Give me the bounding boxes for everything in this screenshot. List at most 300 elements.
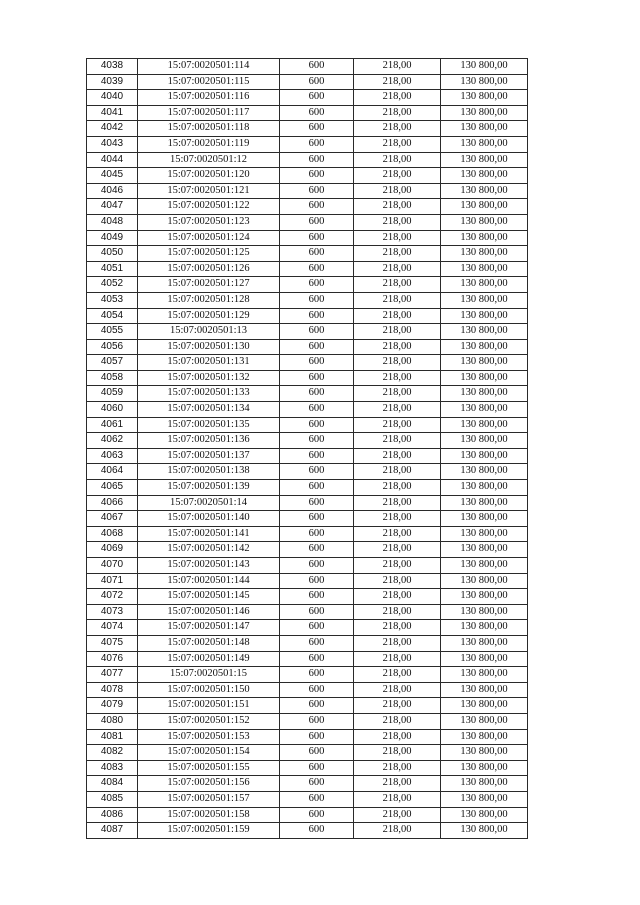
cadastral-number-cell: 15:07:0020501:129 [138,308,280,324]
row-number-cell: 4076 [87,651,138,667]
table-row [87,277,528,293]
value-cell: 130 800,00 [441,417,528,433]
area-cell: 600 [280,308,354,324]
rate-cell: 218,00 [354,604,441,620]
area-cell: 600 [280,246,354,262]
area-cell: 600 [280,729,354,745]
row-number-cell: 4057 [87,355,138,371]
row-number-cell: 4064 [87,464,138,480]
rate-cell: 218,00 [354,589,441,605]
table-row [87,261,528,277]
cadastral-number-cell: 15:07:0020501:158 [138,807,280,823]
table-row [87,308,528,324]
table-row [87,511,528,527]
table-row [87,620,528,636]
value-cell: 130 800,00 [441,90,528,106]
table-row [87,292,528,308]
value-cell: 130 800,00 [441,230,528,246]
rate-cell: 218,00 [354,292,441,308]
area-cell: 600 [280,558,354,574]
cadastral-number-cell: 15:07:0020501:144 [138,573,280,589]
cadastral-number-cell: 15:07:0020501:120 [138,168,280,184]
rate-cell: 218,00 [354,214,441,230]
area-cell: 600 [280,464,354,480]
table-row [87,74,528,90]
area-cell: 600 [280,526,354,542]
table-row [87,495,528,511]
value-cell: 130 800,00 [441,791,528,807]
area-cell: 600 [280,370,354,386]
row-number-cell: 4045 [87,168,138,184]
value-cell: 130 800,00 [441,620,528,636]
rate-cell: 218,00 [354,417,441,433]
value-cell: 130 800,00 [441,355,528,371]
rate-cell: 218,00 [354,277,441,293]
table-row [87,59,528,75]
rate-cell: 218,00 [354,480,441,496]
rate-cell: 218,00 [354,448,441,464]
value-cell: 130 800,00 [441,495,528,511]
rate-cell: 218,00 [354,667,441,683]
row-number-cell: 4073 [87,604,138,620]
cadastral-number-cell: 15:07:0020501:143 [138,558,280,574]
rate-cell: 218,00 [354,558,441,574]
value-cell: 130 800,00 [441,558,528,574]
row-number-cell: 4055 [87,324,138,340]
area-cell: 600 [280,90,354,106]
value-cell: 130 800,00 [441,183,528,199]
area-cell: 600 [280,105,354,121]
cadastral-number-cell: 15:07:0020501:142 [138,542,280,558]
rate-cell: 218,00 [354,635,441,651]
rate-cell: 218,00 [354,729,441,745]
value-cell: 130 800,00 [441,324,528,340]
value-cell: 130 800,00 [441,386,528,402]
area-cell: 600 [280,136,354,152]
rate-cell: 218,00 [354,511,441,527]
rate-cell: 218,00 [354,807,441,823]
table-row [87,667,528,683]
value-cell: 130 800,00 [441,511,528,527]
value-cell: 130 800,00 [441,292,528,308]
row-number-cell: 4049 [87,230,138,246]
area-cell: 600 [280,589,354,605]
table-row [87,324,528,340]
cadastral-number-cell: 15:07:0020501:119 [138,136,280,152]
row-number-cell: 4075 [87,635,138,651]
value-cell: 130 800,00 [441,807,528,823]
cadastral-number-cell: 15:07:0020501:149 [138,651,280,667]
table-row [87,791,528,807]
area-cell: 600 [280,542,354,558]
area-cell: 600 [280,292,354,308]
rate-cell: 218,00 [354,713,441,729]
value-cell: 130 800,00 [441,277,528,293]
cadastral-number-cell: 15:07:0020501:138 [138,464,280,480]
area-cell: 600 [280,635,354,651]
row-number-cell: 4050 [87,246,138,262]
row-number-cell: 4077 [87,667,138,683]
table-row [87,230,528,246]
value-cell: 130 800,00 [441,542,528,558]
row-number-cell: 4039 [87,74,138,90]
value-cell: 130 800,00 [441,448,528,464]
row-number-cell: 4041 [87,105,138,121]
row-number-cell: 4079 [87,698,138,714]
rate-cell: 218,00 [354,402,441,418]
table-row [87,168,528,184]
cadastral-number-cell: 15:07:0020501:114 [138,59,280,75]
row-number-cell: 4046 [87,183,138,199]
cadastral-number-cell: 15:07:0020501:135 [138,417,280,433]
area-cell: 600 [280,121,354,137]
value-cell: 130 800,00 [441,776,528,792]
rate-cell: 218,00 [354,324,441,340]
table-row [87,136,528,152]
value-cell: 130 800,00 [441,667,528,683]
area-cell: 600 [280,495,354,511]
cadastral-number-cell: 15:07:0020501:133 [138,386,280,402]
area-cell: 600 [280,651,354,667]
table-row [87,823,528,839]
rate-cell: 218,00 [354,59,441,75]
table-row [87,526,528,542]
rate-cell: 218,00 [354,745,441,761]
value-cell: 130 800,00 [441,59,528,75]
table-row [87,807,528,823]
area-cell: 600 [280,713,354,729]
table-row [87,682,528,698]
cadastral-number-cell: 15:07:0020501:159 [138,823,280,839]
value-cell: 130 800,00 [441,339,528,355]
cadastral-number-cell: 15:07:0020501:15 [138,667,280,683]
table-row [87,760,528,776]
cadastral-number-cell: 15:07:0020501:157 [138,791,280,807]
area-cell: 600 [280,214,354,230]
rate-cell: 218,00 [354,791,441,807]
area-cell: 600 [280,277,354,293]
row-number-cell: 4066 [87,495,138,511]
value-cell: 130 800,00 [441,152,528,168]
table-row [87,183,528,199]
table-body [87,59,528,839]
row-number-cell: 4053 [87,292,138,308]
rate-cell: 218,00 [354,121,441,137]
value-cell: 130 800,00 [441,168,528,184]
row-number-cell: 4061 [87,417,138,433]
row-number-cell: 4086 [87,807,138,823]
cadastral-number-cell: 15:07:0020501:147 [138,620,280,636]
area-cell: 600 [280,324,354,340]
cadastral-number-cell: 15:07:0020501:117 [138,105,280,121]
row-number-cell: 4082 [87,745,138,761]
value-cell: 130 800,00 [441,682,528,698]
rate-cell: 218,00 [354,90,441,106]
rate-cell: 218,00 [354,620,441,636]
cadastral-number-cell: 15:07:0020501:151 [138,698,280,714]
row-number-cell: 4087 [87,823,138,839]
area-cell: 600 [280,760,354,776]
row-number-cell: 4059 [87,386,138,402]
cadastral-number-cell: 15:07:0020501:127 [138,277,280,293]
value-cell: 130 800,00 [441,698,528,714]
row-number-cell: 4042 [87,121,138,137]
area-cell: 600 [280,230,354,246]
value-cell: 130 800,00 [441,745,528,761]
cadastral-number-cell: 15:07:0020501:14 [138,495,280,511]
row-number-cell: 4062 [87,433,138,449]
table-row [87,635,528,651]
cadastral-number-cell: 15:07:0020501:13 [138,324,280,340]
rate-cell: 218,00 [354,230,441,246]
row-number-cell: 4054 [87,308,138,324]
row-number-cell: 4051 [87,261,138,277]
row-number-cell: 4069 [87,542,138,558]
area-cell: 600 [280,74,354,90]
cadastral-number-cell: 15:07:0020501:124 [138,230,280,246]
table-row [87,480,528,496]
table-row [87,589,528,605]
cadastral-number-cell: 15:07:0020501:152 [138,713,280,729]
table-row [87,573,528,589]
row-number-cell: 4078 [87,682,138,698]
rate-cell: 218,00 [354,573,441,589]
value-cell: 130 800,00 [441,729,528,745]
area-cell: 600 [280,386,354,402]
cadastral-number-cell: 15:07:0020501:148 [138,635,280,651]
rate-cell: 218,00 [354,183,441,199]
area-cell: 600 [280,682,354,698]
cadastral-number-cell: 15:07:0020501:145 [138,589,280,605]
rate-cell: 218,00 [354,526,441,542]
value-cell: 130 800,00 [441,308,528,324]
table-row [87,464,528,480]
value-cell: 130 800,00 [441,760,528,776]
table-row [87,433,528,449]
cadastral-number-cell: 15:07:0020501:130 [138,339,280,355]
table-row [87,339,528,355]
table-row [87,105,528,121]
cadastral-number-cell: 15:07:0020501:146 [138,604,280,620]
rate-cell: 218,00 [354,261,441,277]
cadastral-number-cell: 15:07:0020501:141 [138,526,280,542]
cadastral-number-cell: 15:07:0020501:155 [138,760,280,776]
rate-cell: 218,00 [354,339,441,355]
rate-cell: 218,00 [354,651,441,667]
cadastral-number-cell: 15:07:0020501:139 [138,480,280,496]
rate-cell: 218,00 [354,246,441,262]
table-row [87,558,528,574]
value-cell: 130 800,00 [441,480,528,496]
area-cell: 600 [280,745,354,761]
cadastral-number-cell: 15:07:0020501:154 [138,745,280,761]
area-cell: 600 [280,667,354,683]
row-number-cell: 4084 [87,776,138,792]
row-number-cell: 4056 [87,339,138,355]
table-row [87,542,528,558]
value-cell: 130 800,00 [441,526,528,542]
table-row [87,355,528,371]
row-number-cell: 4068 [87,526,138,542]
value-cell: 130 800,00 [441,105,528,121]
rate-cell: 218,00 [354,776,441,792]
row-number-cell: 4070 [87,558,138,574]
value-cell: 130 800,00 [441,370,528,386]
rate-cell: 218,00 [354,433,441,449]
cadastral-number-cell: 15:07:0020501:140 [138,511,280,527]
row-number-cell: 4072 [87,589,138,605]
rate-cell: 218,00 [354,355,441,371]
value-cell: 130 800,00 [441,136,528,152]
rate-cell: 218,00 [354,542,441,558]
rate-cell: 218,00 [354,823,441,839]
value-cell: 130 800,00 [441,214,528,230]
value-cell: 130 800,00 [441,573,528,589]
cadastral-number-cell: 15:07:0020501:156 [138,776,280,792]
row-number-cell: 4043 [87,136,138,152]
rate-cell: 218,00 [354,74,441,90]
cadastral-number-cell: 15:07:0020501:134 [138,402,280,418]
area-cell: 600 [280,698,354,714]
value-cell: 130 800,00 [441,261,528,277]
table-row [87,776,528,792]
area-cell: 600 [280,261,354,277]
cadastral-number-cell: 15:07:0020501:115 [138,74,280,90]
rate-cell: 218,00 [354,698,441,714]
cadastral-number-cell: 15:07:0020501:137 [138,448,280,464]
cadastral-number-cell: 15:07:0020501:150 [138,682,280,698]
table-row [87,370,528,386]
area-cell: 600 [280,448,354,464]
rate-cell: 218,00 [354,199,441,215]
value-cell: 130 800,00 [441,635,528,651]
area-cell: 600 [280,59,354,75]
value-cell: 130 800,00 [441,433,528,449]
cadastral-number-cell: 15:07:0020501:12 [138,152,280,168]
cadastral-number-cell: 15:07:0020501:122 [138,199,280,215]
rate-cell: 218,00 [354,386,441,402]
value-cell: 130 800,00 [441,604,528,620]
row-number-cell: 4065 [87,480,138,496]
cadastral-table [86,58,528,839]
cadastral-number-cell: 15:07:0020501:123 [138,214,280,230]
table-row [87,90,528,106]
rate-cell: 218,00 [354,136,441,152]
row-number-cell: 4040 [87,90,138,106]
area-cell: 600 [280,776,354,792]
cadastral-number-cell: 15:07:0020501:125 [138,246,280,262]
rate-cell: 218,00 [354,308,441,324]
row-number-cell: 4047 [87,199,138,215]
rate-cell: 218,00 [354,682,441,698]
row-number-cell: 4052 [87,277,138,293]
value-cell: 130 800,00 [441,713,528,729]
area-cell: 600 [280,807,354,823]
area-cell: 600 [280,823,354,839]
table-row [87,713,528,729]
rate-cell: 218,00 [354,760,441,776]
cadastral-number-cell: 15:07:0020501:126 [138,261,280,277]
cadastral-number-cell: 15:07:0020501:128 [138,292,280,308]
cadastral-number-cell: 15:07:0020501:116 [138,90,280,106]
row-number-cell: 4067 [87,511,138,527]
value-cell: 130 800,00 [441,651,528,667]
table-row [87,152,528,168]
table-row [87,402,528,418]
row-number-cell: 4060 [87,402,138,418]
area-cell: 600 [280,168,354,184]
table-row [87,698,528,714]
row-number-cell: 4063 [87,448,138,464]
area-cell: 600 [280,791,354,807]
cadastral-number-cell: 15:07:0020501:153 [138,729,280,745]
table-row [87,246,528,262]
area-cell: 600 [280,604,354,620]
table-row [87,121,528,137]
row-number-cell: 4081 [87,729,138,745]
table-row [87,651,528,667]
row-number-cell: 4048 [87,214,138,230]
table-row [87,745,528,761]
value-cell: 130 800,00 [441,402,528,418]
value-cell: 130 800,00 [441,74,528,90]
row-number-cell: 4038 [87,59,138,75]
area-cell: 600 [280,199,354,215]
rate-cell: 218,00 [354,168,441,184]
area-cell: 600 [280,573,354,589]
table-row [87,604,528,620]
row-number-cell: 4071 [87,573,138,589]
area-cell: 600 [280,620,354,636]
cadastral-number-cell: 15:07:0020501:131 [138,355,280,371]
area-cell: 600 [280,355,354,371]
area-cell: 600 [280,183,354,199]
row-number-cell: 4074 [87,620,138,636]
value-cell: 130 800,00 [441,121,528,137]
value-cell: 130 800,00 [441,246,528,262]
value-cell: 130 800,00 [441,199,528,215]
area-cell: 600 [280,433,354,449]
value-cell: 130 800,00 [441,464,528,480]
rate-cell: 218,00 [354,370,441,386]
row-number-cell: 4085 [87,791,138,807]
cadastral-number-cell: 15:07:0020501:118 [138,121,280,137]
value-cell: 130 800,00 [441,589,528,605]
table-row [87,729,528,745]
rate-cell: 218,00 [354,495,441,511]
area-cell: 600 [280,417,354,433]
cadastral-number-cell: 15:07:0020501:136 [138,433,280,449]
area-cell: 600 [280,152,354,168]
row-number-cell: 4058 [87,370,138,386]
area-cell: 600 [280,511,354,527]
row-number-cell: 4080 [87,713,138,729]
row-number-cell: 4044 [87,152,138,168]
table-row [87,417,528,433]
cadastral-number-cell: 15:07:0020501:121 [138,183,280,199]
area-cell: 600 [280,480,354,496]
table-row [87,448,528,464]
area-cell: 600 [280,339,354,355]
value-cell: 130 800,00 [441,823,528,839]
table-row [87,199,528,215]
area-cell: 600 [280,402,354,418]
rate-cell: 218,00 [354,152,441,168]
table-row [87,214,528,230]
cadastral-number-cell: 15:07:0020501:132 [138,370,280,386]
rate-cell: 218,00 [354,105,441,121]
rate-cell: 218,00 [354,464,441,480]
